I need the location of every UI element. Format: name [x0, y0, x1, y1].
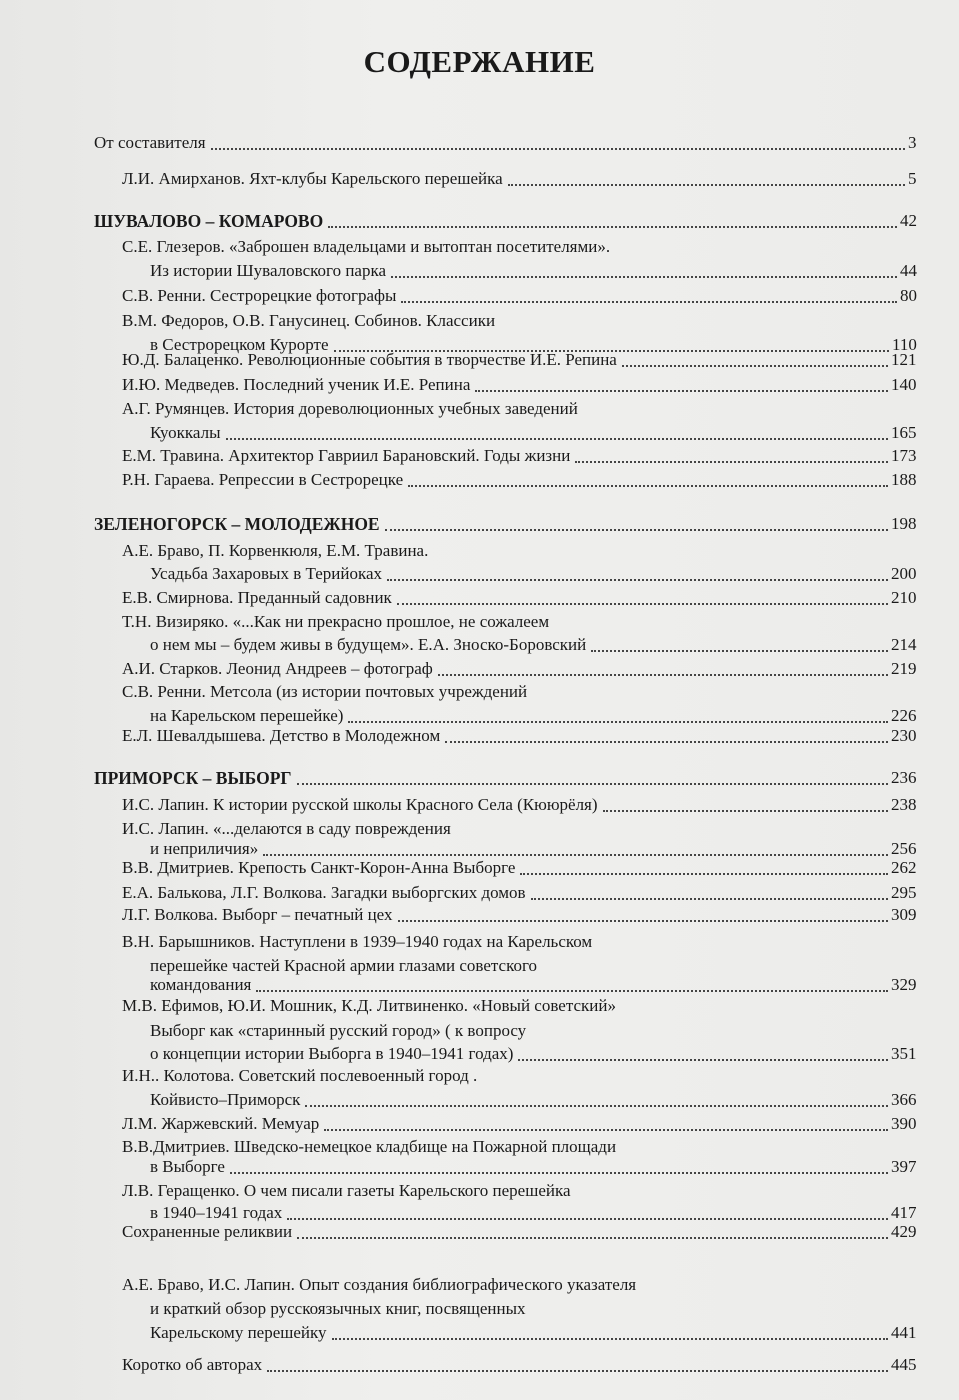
toc-page-number: 238: [891, 795, 917, 814]
toc-dot-leader: [387, 579, 888, 581]
toc-entry: [0, 260, 959, 282]
toc-entry-title: командования: [150, 975, 252, 994]
toc-entry: [0, 540, 959, 562]
toc-entry-title: ЗЕЛЕНОГОРСК – МОЛОДЕЖНОЕ: [94, 514, 380, 534]
toc-dot-leader: [287, 1218, 888, 1220]
toc-dot-leader: [438, 674, 888, 676]
toc-entry-title: Л.М. Жаржевский. Мемуар: [122, 1114, 320, 1133]
toc-entry-title: ШУВАЛОВО – КОМАРОВО: [94, 211, 324, 231]
toc-entry: [0, 1180, 959, 1202]
toc-entry-title: М.В. Ефимов, Ю.И. Мошник, К.Д. Литвиненко. «Новый советский»: [122, 996, 616, 1015]
toc-entry: [0, 310, 959, 332]
toc-dot-leader: [575, 461, 888, 463]
toc-dot-leader: [385, 529, 888, 531]
toc-dot-leader: [263, 854, 888, 856]
toc-entry: [0, 398, 959, 420]
toc-entry: [0, 995, 959, 1017]
toc-section-heading: [0, 210, 959, 232]
toc-entry: [0, 349, 959, 371]
toc-entry-title: Е.Л. Шевалдышева. Детство в Молодежном: [122, 726, 441, 745]
toc-entry: [0, 168, 959, 190]
toc-page-number: 165: [891, 423, 917, 442]
toc-entry-title: От составителя: [94, 133, 206, 152]
toc-entry: [0, 681, 959, 703]
toc-entry-title: в Сестрорецком Курорте: [150, 335, 329, 354]
toc-entry-title: Усадьба Захаровых в Терийоках: [150, 564, 383, 583]
toc-entry: [0, 1043, 959, 1065]
toc-entry: [0, 1274, 959, 1296]
toc-entry-title: С.Е. Глезеров. «Заброшен владельцами и вытоптан посетителями».: [122, 237, 611, 256]
toc-dot-leader: [475, 390, 888, 392]
toc-entry: [0, 587, 959, 609]
toc-page-number: 445: [891, 1355, 917, 1374]
toc-page-number: 173: [891, 446, 917, 465]
toc-entry: [0, 818, 959, 840]
toc-entry-title: Л.Г. Волкова. Выборг – печатный цех: [122, 905, 393, 924]
toc-dot-leader: [531, 898, 888, 900]
toc-entry: [0, 857, 959, 879]
toc-entry: [0, 422, 959, 444]
toc-entry-title: и неприличия»: [150, 839, 259, 858]
toc-entry: [0, 445, 959, 467]
toc-entry: [0, 285, 959, 307]
toc-entry-title: Карельскому перешейку: [150, 1323, 327, 1342]
toc-entry-title: Т.Н. Визиряко. «...Как ни прекрасно прошлое, не сожалеем: [122, 612, 550, 631]
toc-page-number: 198: [891, 514, 917, 533]
toc-page-number: 226: [891, 706, 917, 725]
toc-entry: [0, 931, 959, 953]
toc-page-number: 397: [891, 1157, 917, 1176]
toc-entry-title: В.В. Дмитриев. Крепость Санкт-Корон-Анна Выборге: [122, 858, 516, 877]
toc-page-number: 140: [891, 375, 917, 394]
toc-dot-leader: [226, 438, 888, 440]
toc-entry-title: А.Е. Браво, И.С. Лапин. Опыт создания библиографического указателя: [122, 1275, 637, 1294]
toc-page-number: 417: [891, 1203, 917, 1222]
toc-entry: [0, 1089, 959, 1111]
toc-entry: [0, 904, 959, 926]
toc-entry-title: Из истории Шуваловского парка: [150, 261, 387, 280]
toc-entry-title: о концепции истории Выборга в 1940–1941 годах): [150, 1044, 514, 1063]
toc-entry: [0, 974, 959, 996]
toc-page-number: 80: [900, 286, 917, 305]
toc-page-number: 262: [891, 858, 917, 877]
toc-dot-leader: [328, 226, 897, 228]
toc-entry: [0, 1298, 959, 1320]
toc-page-number: 5: [908, 169, 917, 188]
toc-entry-title: И.С. Лапин. «...делаются в саду повреждения: [122, 819, 451, 838]
toc-entry-title: А.Г. Румянцев. История дореволюционных учебных заведений: [122, 399, 578, 418]
toc-entry-title: И.С. Лапин. К истории русской школы Красного Села (Кююрёля): [122, 795, 598, 814]
toc-entry: [0, 1322, 959, 1344]
toc-entry-title: Е.В. Смирнова. Преданный садовник: [122, 588, 392, 607]
toc-dot-leader: [391, 276, 897, 278]
toc-entry: [0, 725, 959, 747]
toc-entry-title: С.В. Ренни. Метсола (из истории почтовых учреждений: [122, 682, 528, 701]
toc-entry: [0, 705, 959, 727]
toc-entry-title: Куоккалы: [150, 423, 221, 442]
toc-dot-leader: [603, 810, 888, 812]
toc-dot-leader: [622, 365, 888, 367]
toc-entry: [0, 1221, 959, 1243]
toc-entry-title: Койвисто–Приморск: [150, 1090, 301, 1109]
toc-entry-title: В.Н. Барышников. Наступлени в 1939–1940 годах на Карельском: [122, 932, 593, 951]
toc-entry-title: и краткий обзор русскоязычных книг, посвященных: [150, 1299, 526, 1318]
toc-page-number: 121: [891, 350, 917, 369]
toc-entry-title: в Выборге: [150, 1157, 225, 1176]
toc-page-number: 295: [891, 883, 917, 902]
toc-entry: [0, 634, 959, 656]
toc-dot-leader: [348, 721, 888, 723]
toc-page-number: 230: [891, 726, 917, 745]
toc-entry: [0, 794, 959, 816]
toc-entry: [0, 1156, 959, 1178]
toc-dot-leader: [408, 485, 888, 487]
toc-dot-leader: [518, 1059, 888, 1061]
toc-entry-title: А.И. Старков. Леонид Андреев – фотограф: [122, 659, 433, 678]
toc-page-number: 309: [891, 905, 917, 924]
toc-page-number: 110: [892, 335, 917, 354]
toc-entry: [0, 469, 959, 491]
page-title: СОДЕРЖАНИЕ: [363, 44, 596, 79]
toc-dot-leader: [401, 301, 897, 303]
toc-dot-leader: [397, 603, 888, 605]
toc-dot-leader: [324, 1129, 888, 1131]
toc-page-number: 351: [891, 1044, 917, 1063]
toc-dot-leader: [267, 1370, 888, 1372]
toc-dot-leader: [332, 1338, 888, 1340]
toc-entry-title: Ю.Д. Балаценко. Революционные события в творчестве И.Е. Репина: [122, 350, 617, 369]
toc-dot-leader: [305, 1105, 888, 1107]
toc-page-number: 3: [908, 133, 917, 152]
toc-entry-title: И.Ю. Медведев. Последний ученик И.Е. Репина: [122, 375, 471, 394]
toc-entry-title: Е.М. Травина. Архитектор Гавриил Барановский. Годы жизни: [122, 446, 571, 465]
toc-entry-title: о нем мы – будем живы в будущем». Е.А. Зноско-Боровский: [150, 635, 587, 654]
toc-page-number: 256: [891, 839, 917, 858]
toc-entry-title: И.Н.. Колотова. Советский послевоенный город .: [122, 1066, 478, 1085]
toc-entry-title: Р.Н. Гараева. Репрессии в Сестрорецке: [122, 470, 404, 489]
toc-entry: [0, 1065, 959, 1087]
toc-entry: [0, 1020, 959, 1042]
toc-entry: [0, 611, 959, 633]
toc-dot-leader: [520, 873, 888, 875]
toc-page-number: 329: [891, 975, 917, 994]
toc-entry-title: Л.В. Геращенко. О чем писали газеты Карельского перешейка: [122, 1181, 571, 1200]
toc-entry-title: перешейке частей Красной армии глазами советского: [150, 956, 538, 975]
toc-dot-leader: [508, 184, 905, 186]
toc-page-number: 390: [891, 1114, 917, 1133]
toc-page-number: 210: [891, 588, 917, 607]
toc-entry-title: Сохраненные реликвии: [122, 1222, 293, 1241]
toc-entry-title: Е.А. Балькова, Л.Г. Волкова. Загадки выборгских домов: [122, 883, 526, 902]
toc-entry: [0, 236, 959, 258]
toc-dot-leader: [256, 990, 888, 992]
toc-entry-title: В.В.Дмитриев. Шведско-немецкое кладбище на Пожарной площади: [122, 1137, 617, 1156]
toc-page-number: 441: [891, 1323, 917, 1342]
toc-page-number: 214: [891, 635, 917, 654]
toc-entry: [0, 132, 959, 154]
toc-section-heading: [0, 767, 959, 789]
toc-entry-title: на Карельском перешейке): [150, 706, 344, 725]
toc-entry: [0, 563, 959, 585]
toc-entry: [0, 1136, 959, 1158]
toc-page-number: 429: [891, 1222, 917, 1241]
toc-page-number: 200: [891, 564, 917, 583]
toc-entry-title: ПРИМОРСК – ВЫБОРГ: [94, 768, 292, 788]
toc-entry-title: Коротко об авторах: [122, 1355, 263, 1374]
toc-entry: [0, 1113, 959, 1135]
toc-dot-leader: [211, 148, 905, 150]
toc-entry: [0, 1354, 959, 1376]
toc-page-number: 219: [891, 659, 917, 678]
toc-entry-title: Л.И. Амирханов. Яхт-клубы Карельского перешейка: [122, 169, 503, 188]
toc-entry-title: в 1940–1941 годах: [150, 1203, 283, 1222]
toc-page-number: 44: [900, 261, 917, 280]
toc-dot-leader: [297, 783, 888, 785]
toc-page-number: 42: [900, 211, 917, 230]
toc-dot-leader: [591, 650, 888, 652]
toc-section-heading: [0, 513, 959, 535]
toc-dot-leader: [445, 741, 888, 743]
toc-page-number: 188: [891, 470, 917, 489]
toc-entry-title: Выборг как «старинный русский город» ( к вопросу: [150, 1021, 527, 1040]
toc-entry-title: С.В. Ренни. Сестрорецкие фотографы: [122, 286, 397, 305]
toc-dot-leader: [297, 1237, 888, 1239]
toc-entry: [0, 882, 959, 904]
toc-dot-leader: [398, 920, 888, 922]
toc-page-number: 236: [891, 768, 917, 787]
toc-entry-title: В.М. Федоров, О.В. Ганусинец. Собинов. Классики: [122, 311, 496, 330]
toc-entry-title: А.Е. Браво, П. Корвенкюля, Е.М. Травина.: [122, 541, 429, 560]
toc-entry: [0, 658, 959, 680]
toc-dot-leader: [230, 1172, 888, 1174]
toc-page-number: 366: [891, 1090, 917, 1109]
toc-entry: [0, 374, 959, 396]
